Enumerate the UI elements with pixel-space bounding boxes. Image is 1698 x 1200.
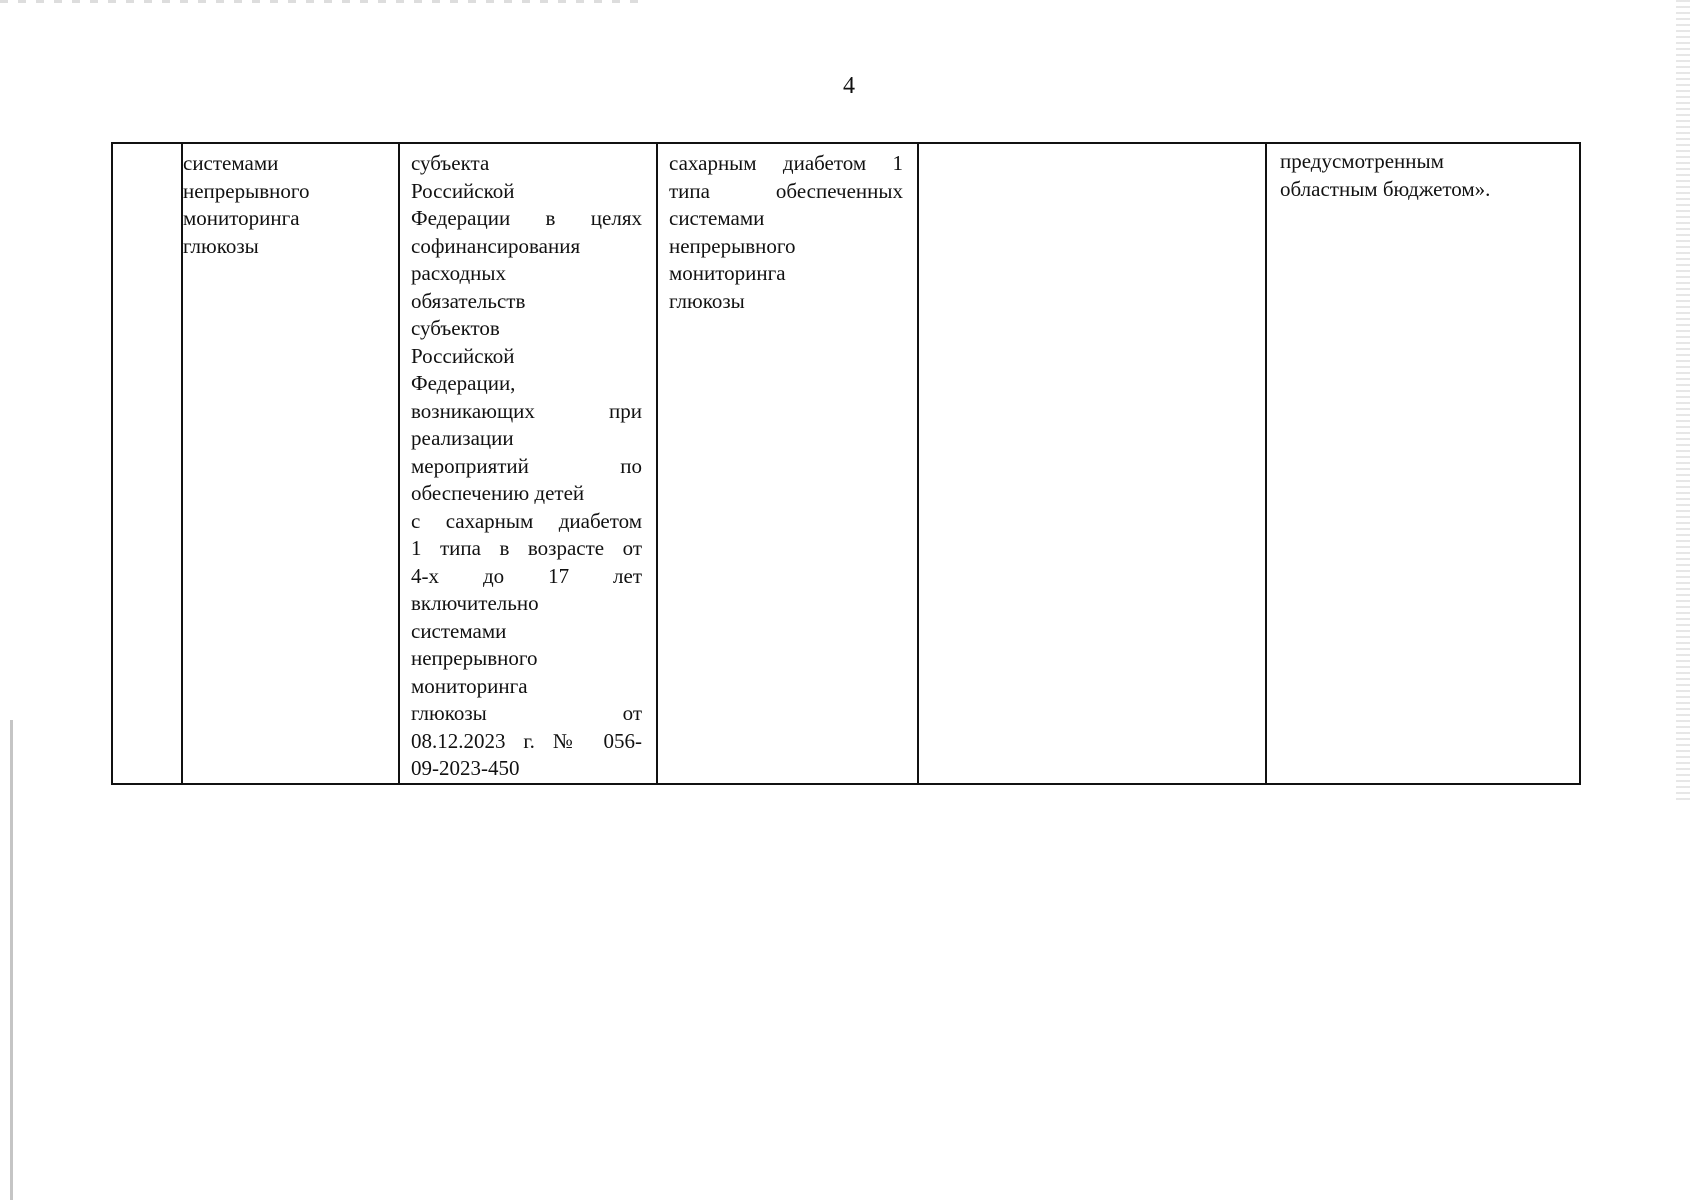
- text-line: 08.12.2023 г. № 056-: [411, 728, 642, 753]
- text-line: непрерывного: [669, 233, 796, 258]
- text-line: софинансирования: [411, 233, 581, 258]
- text-line: глюкозы: [669, 288, 745, 313]
- scan-edge-top: [0, 0, 640, 3]
- text-line: типа обеспеченных: [669, 178, 903, 203]
- text-line: сахарным диабетом 1: [669, 151, 903, 175]
- table-cell-number: [112, 143, 182, 784]
- text-line: Федерации,: [411, 371, 516, 395]
- table-cell-empty: [918, 143, 1266, 784]
- text-line: системами: [183, 151, 279, 175]
- table-cell-indicator: [657, 143, 918, 784]
- text-line: возникающих при: [411, 398, 642, 423]
- scan-edge-left: [10, 720, 13, 1200]
- table-row: [112, 143, 1580, 784]
- text-line: системами: [669, 206, 765, 230]
- text-line: 09-2023-450: [411, 756, 520, 780]
- text-line: субъектов: [411, 316, 500, 340]
- text-line: Федерации в целях: [411, 206, 642, 230]
- text-line: мониторинга: [183, 206, 300, 230]
- scan-edge-right: [1676, 0, 1690, 800]
- cell-empty-text: [919, 144, 1265, 150]
- text-line: Российской: [411, 178, 515, 203]
- cell-basis-text: [400, 144, 656, 783]
- text-line: мониторинга: [411, 673, 528, 698]
- text-line: предусмотренным: [1280, 149, 1444, 173]
- text-line: непрерывного: [411, 646, 538, 670]
- text-line: Российской: [411, 343, 515, 368]
- cell-note-text: [1267, 144, 1579, 203]
- table-cell-name: [182, 143, 399, 784]
- text-line: областным бюджетом».: [1280, 176, 1491, 201]
- page-number: 4: [843, 73, 855, 99]
- text-line: обязательств: [411, 288, 526, 313]
- text-line: мероприятий по: [411, 453, 642, 478]
- text-line: включительно: [411, 591, 539, 615]
- cell-number-text: [113, 144, 181, 150]
- table-cell-note: [1266, 143, 1580, 784]
- text-line: с сахарным диабетом: [411, 508, 642, 533]
- text-line: системами: [411, 618, 507, 643]
- text-line: глюкозы: [183, 233, 259, 258]
- text-line: расходных: [411, 261, 506, 285]
- text-line: реализации: [411, 426, 514, 450]
- cell-name-text: [183, 144, 398, 260]
- table-cell-basis: [399, 143, 657, 784]
- document-table: [111, 142, 1581, 785]
- text-line: 4-х до 17 лет: [411, 563, 642, 588]
- cell-indicator-text: [658, 144, 917, 315]
- text-line: непрерывного: [183, 178, 310, 203]
- text-line: мониторинга: [669, 261, 786, 285]
- text-line: обеспечению детей: [411, 481, 585, 505]
- text-line: глюкозы от: [411, 701, 642, 725]
- text-line: 1 типа в возрасте от: [411, 536, 642, 560]
- text-line: субъекта: [411, 151, 490, 175]
